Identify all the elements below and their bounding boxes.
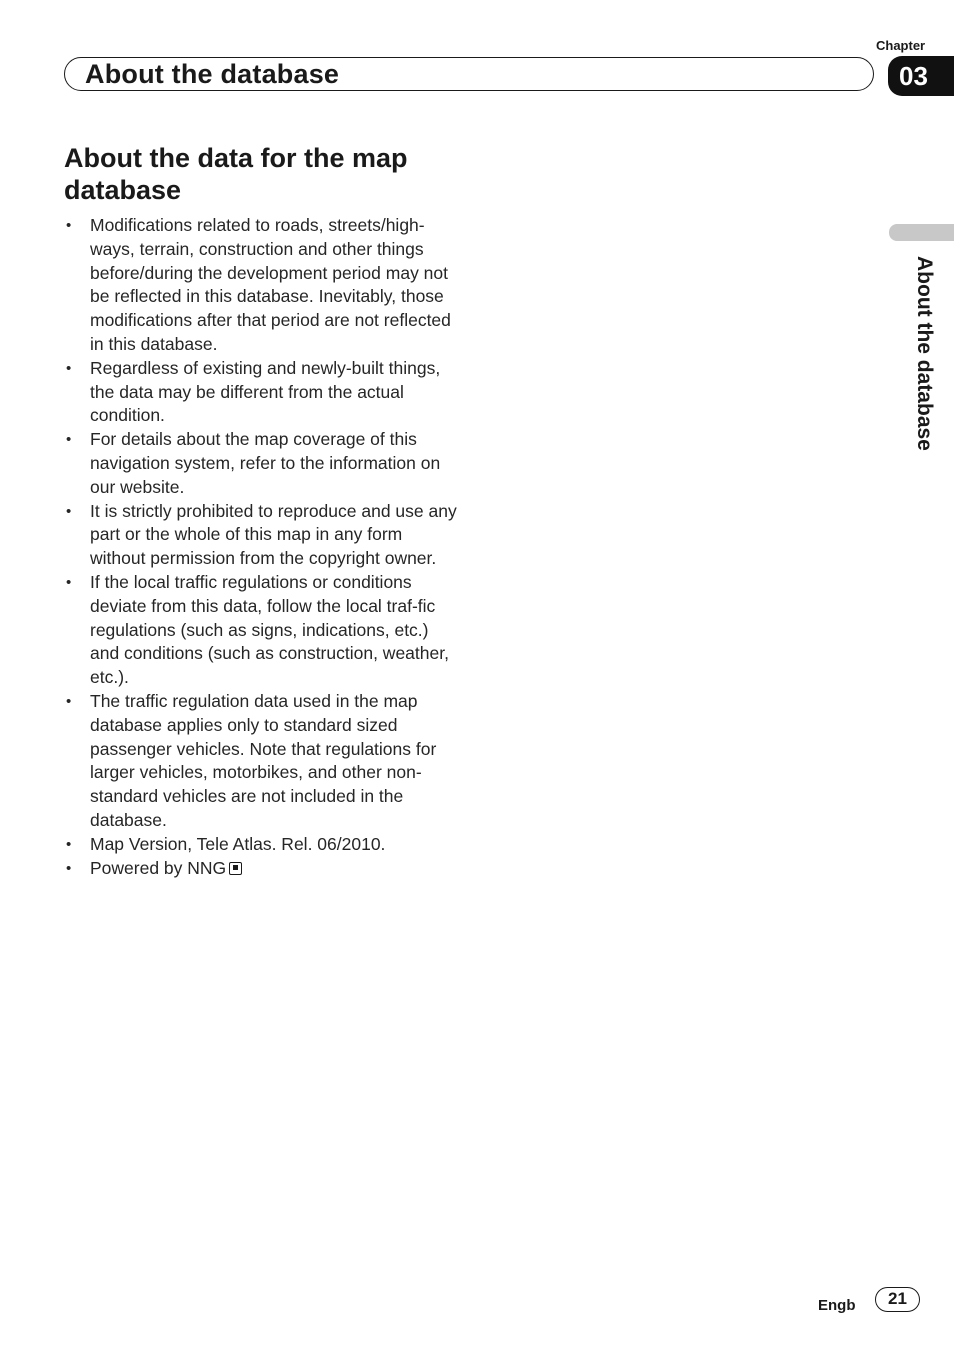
- list-item-text: Map Version, Tele Atlas. Rel. 06/2010.: [90, 833, 386, 854]
- bullet-icon: •: [66, 573, 72, 591]
- list-item-text: It is strictly prohibited to reproduce and use any part or the whole of this map in any form without permission from the copyright owner.: [90, 500, 457, 569]
- list-item: [64, 690, 459, 833]
- list-item-text: Regardless of existing and newly-built things, the data may be different from the actual condition.: [90, 357, 441, 426]
- end-of-section-icon: [229, 862, 242, 875]
- list-item-text: The traffic regulation data used in the map database applies only to standard sized passenger vehicles. Note that regulations for larger vehicles, motorbikes, and other non-standard vehicles are not included in the database.: [90, 690, 437, 830]
- list-item: [64, 428, 459, 499]
- bullet-icon: •: [66, 359, 72, 377]
- list-item-text: For details about the map coverage of this navigation system, refer to the information on our website.: [90, 429, 441, 497]
- side-tab-label: About the database: [913, 256, 936, 451]
- list-item-text: If the local traffic regulations or conditions deviate from this data, follow the local traf-fic regulations (such as signs, indications, etc.) and conditions (such as construction, weather, etc.).: [90, 571, 449, 688]
- page-number: 21: [875, 1287, 920, 1312]
- list-item: [64, 357, 459, 428]
- list-item: [64, 571, 459, 690]
- chapter-title: About the database: [85, 59, 340, 89]
- list-item: [64, 214, 459, 357]
- bullet-icon: •: [66, 692, 72, 710]
- chapter-header-bar: [64, 57, 874, 91]
- side-tab-marker: [889, 224, 954, 241]
- main-content: [64, 142, 459, 880]
- list-item-text: Modifications related to roads, streets/high-ways, terrain, construction and other things before/during the development period may not be reflected in this database. Inevitably, those modifications after that period are not reflected in this database.: [90, 215, 451, 354]
- bullet-icon: •: [66, 835, 72, 853]
- bullet-icon: •: [66, 217, 72, 234]
- chapter-label: Chapter: [876, 38, 926, 53]
- language-code: Engb: [818, 1297, 856, 1314]
- bullet-list: [64, 214, 459, 880]
- bullet-icon: •: [66, 502, 72, 520]
- list-item: [64, 500, 459, 571]
- section-title: About the data for the map database: [64, 143, 408, 205]
- list-item-text: Powered by NNG: [90, 857, 227, 878]
- bullet-icon: •: [66, 859, 72, 877]
- list-item: [64, 857, 459, 881]
- chapter-number-badge: 03: [888, 56, 954, 96]
- bullet-icon: •: [66, 431, 72, 449]
- list-item: [64, 833, 459, 857]
